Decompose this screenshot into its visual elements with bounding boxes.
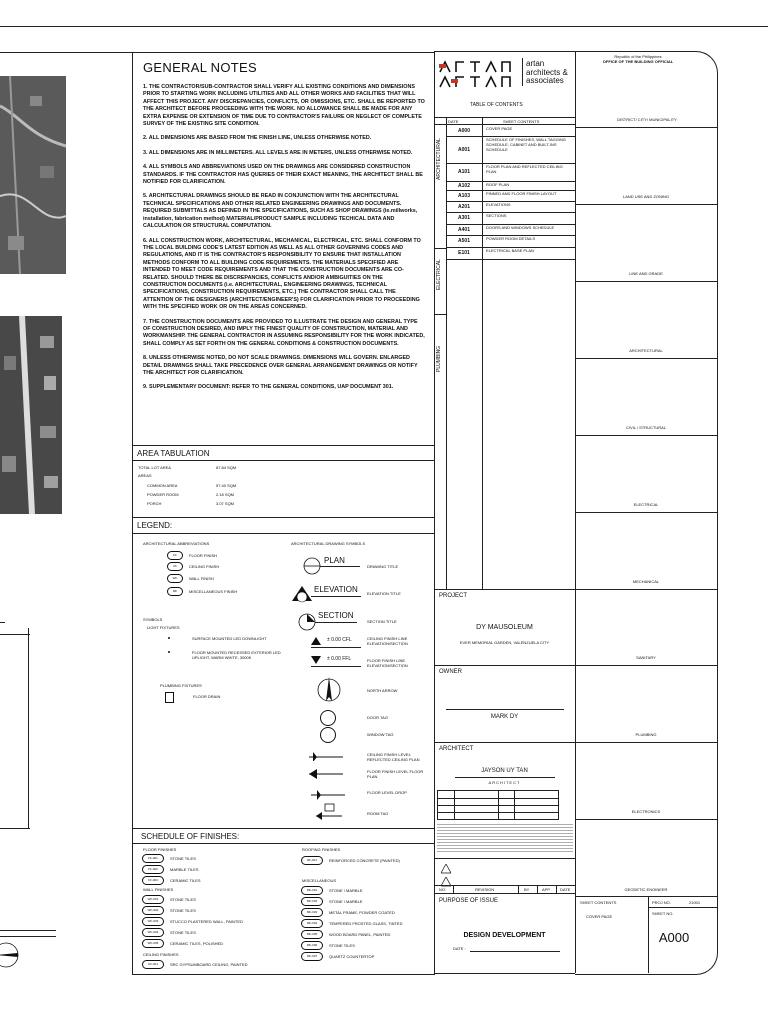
- light-label: SURFACE MOUNTED LED DOWNLIGHT: [192, 636, 267, 641]
- official-section: [575, 358, 717, 436]
- finish-row: [301, 856, 400, 865]
- finish-label: STONE TILES: [170, 908, 196, 913]
- official-section: [575, 512, 717, 590]
- architect-name: JAYSON UY TAN: [481, 768, 528, 774]
- finish-row: [301, 897, 363, 906]
- floor-drain-icon: [165, 692, 174, 703]
- note-item: 3. ALL DIMENSIONS ARE IN MILLIMETERS. ALL LEVELS ARE IN METERS, UNLESS OTHERWISE NOTED.: [143, 149, 413, 156]
- disc-plumbing: PLUMBING: [436, 345, 442, 372]
- finish-code: FF-002: [142, 865, 164, 874]
- official-section-label: PLUMBING: [635, 732, 657, 737]
- schedule-title: SCHEDULE OF FINISHES:: [141, 832, 240, 841]
- drawing-symbol-label: WINDOW TAG: [367, 732, 394, 737]
- finish-row: [142, 854, 196, 863]
- drawing-symbol-label: FLOOR FINISH LINE ELEVATION/SECTION: [367, 658, 408, 668]
- finish-label: QUARTZ COUNTERTOP: [329, 954, 375, 959]
- toc-code: A501: [458, 238, 470, 244]
- republic-text: Republic of the Philippines: [614, 54, 662, 59]
- finish-label: METAL FRAME, POWDER COATED: [329, 910, 395, 915]
- finish-label: STONE TILES: [170, 856, 196, 861]
- finish-row: [142, 906, 196, 915]
- proj-no-label: PROJ NO.: [652, 900, 671, 905]
- official-section-label: ELECTRONICS: [631, 809, 661, 814]
- plumbing-label: FLOOR DRAIN: [193, 694, 221, 699]
- toc-code: A001: [458, 146, 470, 153]
- area-label: COMMON AREA: [147, 483, 178, 488]
- floor-level-drop-symbol: [311, 787, 351, 797]
- area-label: POWDER ROOM: [147, 492, 179, 497]
- owner-name: MARK DY: [490, 714, 519, 720]
- rev-header: DATE: [560, 887, 571, 892]
- elevation-title-symbol: [291, 585, 366, 607]
- toc-row: [446, 136, 575, 164]
- official-section: [575, 128, 717, 205]
- general-notes-title: GENERAL NOTES: [143, 60, 257, 75]
- toc-desc: SECTIONS: [486, 213, 507, 218]
- wall-finishes-title: WALL FINISHES: [143, 887, 174, 892]
- abbr-code: CF: [167, 562, 183, 571]
- finish-label: SRC GYPSUMBOARD CEILING, PAINTED: [170, 962, 248, 967]
- general-notes-list: [143, 84, 425, 399]
- aerial-photo-top: [0, 76, 66, 274]
- floor-finishes-title: FLOOR FINISHES: [143, 847, 177, 852]
- legend-abbr-row: [167, 562, 219, 571]
- owner-label: OWNER: [439, 669, 462, 675]
- area-row: [147, 492, 307, 497]
- abbr-label: WALL FINISH: [189, 576, 214, 581]
- area-label: PORCH: [147, 501, 162, 506]
- toc-desc: SCHEDULE OF FINISHES, WALL TAGGING SCHEDULE, CABINET AND BUILT-INS SCHEDULE: [486, 137, 567, 152]
- finish-row: [301, 886, 363, 895]
- note-item: 1. THE CONTRACTOR/SUB-CONTRACTOR SHALL VERIFY ALL EXISTING CONDITIONS AND DIMENSIONS PRIOR TO STARTING WORK INCLUDING UTILITIES AND ALL OTHER WORKS AND FACILITIES THAT WILL AFFECT THIS PROJECT. ANY DISCREPANCIES, CONFLICTS, OR OMISSIONS, ETC. SHALL BE REPORTED TO THE ARCHITECT BEFORE PROCEEDING WITH THE WORK. NO ALLOWANCE SHALL BE MADE FOR ANY EXTRA EXPENSE OR EXTENSION OF TIME DUE TO CONTRACTOR'S FAILURE OR NEGLECT OF COMPLETE SURVEY OF THE EXISTING SITE CONDITION.: [143, 84, 425, 128]
- note-item: 9. SUPPLEMENTARY DOCUMENT: REFER TO THE GENERAL CONDITIONS, UAP DOCUMENT 301.: [143, 384, 394, 391]
- finish-label: STUCCO PLASTERED WALL, PAINTED: [170, 919, 243, 924]
- north-arrow-icon: [317, 675, 341, 705]
- toc-desc: ELEVATIONS: [486, 202, 511, 207]
- plan-title-symbol: [303, 556, 365, 576]
- finish-label: REINFORCED CONCRETE (PAINTED): [329, 858, 400, 863]
- finish-code: MF-007: [301, 952, 323, 961]
- area-label: AREAS: [138, 473, 152, 478]
- misc-finishes-title: MISCELLANEOUS: [302, 878, 337, 883]
- firm-logo: [438, 60, 522, 90]
- disclaimer-text: [437, 822, 573, 854]
- drawing-symbol-label: CEILING FINISH LEVEL REFLECTED CEILING PLAN: [367, 752, 420, 762]
- north-arrow-icon: [0, 940, 22, 970]
- firm-name: [526, 60, 568, 86]
- rev-header: REVISION: [475, 887, 495, 892]
- firm-name-line: associates: [526, 76, 564, 85]
- sheet-contents-label: SHEET CONTENTS: [580, 900, 617, 905]
- finish-code: MF-005: [301, 930, 323, 939]
- toc-desc: POWDER ROOM DETAILS: [486, 236, 536, 241]
- area-value: 3.07 SQM: [216, 501, 235, 506]
- sheet-no-label: SHEET NO.: [652, 911, 674, 916]
- finish-code: FF-001: [142, 854, 164, 863]
- firm-logo-accent: [439, 64, 446, 68]
- drawing-symbol-label: SECTION TITLE: [367, 619, 397, 624]
- ceiling-finishes-title: CEILING FINISHES: [143, 952, 179, 957]
- aerial-photo-bottom: [0, 316, 62, 514]
- abbr-label: MISCELLANEOUS FINISH: [189, 589, 238, 594]
- project-name: DY MAUSOLEUM: [476, 624, 533, 631]
- area-row: [138, 473, 298, 478]
- purpose-value: DESIGN DEVELOPMENT: [463, 932, 546, 939]
- finish-code: WF-004: [142, 928, 164, 937]
- finish-label: STONE TILES: [170, 930, 196, 935]
- firm-name-line: artan: [526, 59, 545, 68]
- area-row: [138, 465, 298, 470]
- note-item: 5. ARCHITECTURAL DRAWINGS SHOULD BE READ IN CONJUNCTION WITH THE ARCHITECTURAL TECHNICAL SPECIFICATIONS AND OTHER RELATED ENGINEERING DRAWINGS AND DOCUMENTS. REQUIRED SUBMITTALS AS DEFINED IN THE SPECIFICATIONS, SUCH AS SHOP DRAWINGS (ie.millworks, installation, fabrication method) MATERIAL/PRODUCT SAMPLE INCLUDING TECHICAL DATA AND CALCULATION OR STRUCTURAL COMPUTATION.: [143, 193, 418, 230]
- uplight-icon: [168, 651, 170, 653]
- official-section: [575, 589, 717, 666]
- ceiling-level-rcp-symbol: [309, 748, 349, 760]
- light-label: FLOOR MOUNTED RECESSED EXTERIOR LED UPLIGHT, WARM WHITE, 3000K: [192, 650, 281, 660]
- finish-code: MF-004: [301, 919, 323, 928]
- toc-code: A401: [458, 226, 470, 233]
- toc-row: [446, 247, 575, 260]
- project-label: PROJECT: [439, 593, 468, 599]
- abbr-title: ARCHITECTURAL ABBREVIATIONS: [143, 541, 210, 546]
- finish-label: STONE TILES: [329, 943, 355, 948]
- legend-abbr-row: [167, 574, 214, 583]
- drawing-symbol-label: CEILING FINISH LINE ELEVATION/SECTION: [367, 636, 408, 646]
- firm-name-line: architects &: [526, 67, 568, 77]
- finish-label: STONE / MARBLE: [329, 888, 363, 893]
- toc-col-date: DATE: [448, 119, 459, 124]
- official-section-label: GEODETIC ENGINEER: [624, 887, 668, 892]
- drawing-symbol-label: ROOM TAG: [367, 811, 389, 816]
- legend-title: LEGEND:: [137, 521, 173, 530]
- room-tag-symbol: [316, 802, 346, 822]
- area-label: TOTAL LOT AREA: [138, 465, 171, 470]
- finish-row: [142, 928, 196, 937]
- toc-desc: DOORS AND WINDOWS SCHEDULE: [486, 225, 555, 230]
- finish-row: [142, 960, 248, 969]
- date-label: DATE :: [453, 946, 466, 951]
- sheet-no-value: A000: [658, 930, 690, 945]
- official-section: [575, 281, 717, 359]
- finish-code: MF-006: [301, 941, 323, 950]
- area-tabulation-title: AREA TABULATION: [137, 449, 210, 458]
- finish-row: [142, 939, 223, 948]
- symbols-title: SYMBOLS: [143, 617, 163, 622]
- finish-row: [142, 917, 243, 926]
- toc-code: A102: [458, 182, 470, 189]
- note-item: 6. ALL CONSTRUCTION WORK, ARCHITECTURAL, MECHANICAL, ELECTRICAL, ETC. SHALL CONFORM TO THE LOCAL BUILDING CODE'S LATEST EDITION AS WELL AS ALL OTHER GOVERNING CODES AND REGULATIONS, AND IT IS THE CONTRACTOR'S RESPONSIBILITY TO ENSURE THAT INSTALLATION METHODS CONFORM TO ALL BUILDING CODE REQUIREMENTS. THE MATERIALS SPECIFIED ARE INTENDED TO MEET CODE REQUIREMENTS AND THAT THE CONSTRUCTION DOCUMENTS ARE CO-RELATED. SHOULD THERE BE DISCREPANCIES, CONFLICTS AND/OR AMBIGUITIES ON THE CONSTRUCTION DOCUMENTS (i.e. ARCHITECTURAL, ENGINEERING DRAWINGS, TECHNICAL SPECIFICATIONS, CONSTRUCTION REQUIREMENTS, ETC.) THE CONTRACTOR SHALL CALL THE ATTENTION OF THE DESIGNERS (ARCHITECT/ENGINEER'S) FOR CLARIFICATION PRIOR TO PROCEEDING WITH THE SPECIFIED WORK OR ON THE AREAS CONCERNED.: [143, 237, 421, 311]
- finish-row: [301, 930, 390, 939]
- toc-code: A000: [458, 127, 470, 134]
- disc-electrical: ELECTRICAL: [436, 259, 442, 290]
- ffl-label: ± 0.00 FFL: [327, 656, 352, 662]
- disc-architectural: ARCHITECTURAL: [436, 138, 442, 180]
- architect-role: ARCHITECT: [488, 780, 521, 785]
- rev-header: APP: [542, 887, 551, 892]
- ceiling-level-symbol: [311, 636, 361, 650]
- finish-label: TEMPERED FROSTED GLASS, TINTED: [329, 921, 403, 926]
- plan-label: PLAN: [324, 556, 345, 565]
- official-section: [575, 819, 717, 897]
- official-section-label: LAND USE AND ZONING: [622, 194, 669, 199]
- toc-row: [446, 163, 575, 182]
- toc-col-sheet: SHEET CONTENTS: [503, 119, 540, 124]
- official-section-label: MECHANICAL: [632, 579, 660, 584]
- official-section: [575, 435, 717, 513]
- official-section-label: ARCHITECTURAL: [629, 348, 663, 353]
- note-item: 2. ALL DIMENSIONS ARE BASED FROM THE FINISH LINE, UNLESS OTHERWISE NOTED.: [143, 135, 372, 142]
- abbr-label: FLOOR FINISH: [189, 553, 218, 558]
- finish-label: STONE TILES: [170, 897, 196, 902]
- section-label: SECTION: [318, 611, 354, 620]
- architect-label: ARCHITECT: [439, 746, 474, 752]
- finish-code: RF-001: [301, 856, 323, 865]
- license-grid: [437, 790, 559, 820]
- abbr-code: FF: [167, 551, 183, 560]
- finish-code: WF-005: [142, 939, 164, 948]
- finish-code: MF-001: [301, 886, 323, 895]
- official-section-label: LINE AND GRADE: [629, 271, 663, 276]
- note-item: 7. THE CONSTRUCTION DOCUMENTS ARE PROVIDED TO ILLUSTRATE THE DESIGN AND GENERAL TYPE OF CONSTRUCTION DESIRED, AND IMPLY THE FINEST QUALITY OF CONSTRUCTION, MATERIAL AND WORKMANSHIP. THE GENERAL CONTRACTOR IN ASSUMING RESPONSIBILITY FOR THE WORK INDICATED, SHALL COMPLY AS SET FORTH ON THE GENERAL CONDITIONS & CONSTRUCTION DOCUMENTS.: [143, 318, 425, 347]
- finish-code: WF-003: [142, 917, 164, 926]
- area-row: [147, 501, 307, 506]
- drawing-symbol-label: FLOOR FINISH LEVEL FLOOR PLAN: [367, 769, 424, 779]
- drawing-symbol-label: FLOOR LEVEL DROP: [367, 790, 407, 795]
- floor-level-symbol: [311, 655, 361, 669]
- official-section: [575, 742, 717, 820]
- firm-logo-accent: [451, 79, 458, 83]
- area-value: 2.18 SQM: [216, 492, 235, 497]
- toc-code: A103: [458, 192, 470, 199]
- sheet-contents-value: COVER PAGE: [586, 914, 613, 919]
- door-tag-icon: [320, 710, 336, 726]
- finish-row: [142, 895, 196, 904]
- downlight-icon: [168, 637, 170, 639]
- cfl-label: ± 0.00 CFL: [327, 637, 352, 643]
- revision-warning-icon: [441, 861, 451, 871]
- finish-code: MF-003: [301, 908, 323, 917]
- toc-code: A201: [458, 203, 470, 210]
- district-text: DISTRICT/ CITY/ MUNICIPALITY: [617, 117, 677, 122]
- finish-row: [301, 908, 395, 917]
- official-section-label: CIVIL / STRUCTURAL: [625, 425, 667, 430]
- floor-level-fp-symbol: [309, 767, 349, 779]
- legend-abbr-row: [167, 551, 217, 560]
- abbr-label: CEILING FINISH: [189, 564, 220, 569]
- rev-header: NO.: [439, 887, 447, 892]
- finish-row: [142, 865, 199, 874]
- finish-code: FF-003: [142, 876, 164, 885]
- toc-desc: ROOF PLAN: [486, 182, 510, 187]
- drawing-symbols-title: ARCHITECTURAL DRAWING SYMBOLS: [291, 541, 366, 546]
- official-section: [575, 665, 717, 743]
- finish-label: CERAMIC TILES: [170, 878, 201, 883]
- window-tag-icon: [320, 727, 336, 743]
- plumbing-fixtures-title: PLUMBING FIXTURES: [160, 683, 202, 688]
- toc-desc: FLOOR PLAN AND REFLECTED CEILING PLAN: [486, 164, 563, 174]
- toc-title: TABLE OF CONTENTS: [470, 102, 523, 108]
- toc-code: A101: [458, 169, 470, 175]
- toc-code: E101: [458, 250, 470, 256]
- finish-row: [301, 941, 355, 950]
- finish-row: [301, 919, 403, 928]
- finish-row: [142, 876, 201, 885]
- official-section-label: ELECTRICAL: [633, 502, 659, 507]
- rev-header: BY: [524, 887, 530, 892]
- drawing-symbol-label: DRAWING TITLE: [367, 564, 399, 569]
- note-item: 4. ALL SYMBOLS AND ABBREVIATIONS USED ON THE DRAWINGS ARE CONSIDERED CONSTRUCTION STANDARDS. IF THE CONTRACTOR HAS QUERIES OF THEIR EXACT MEANING, THE ARCHITECT SHALL BE NOTIFIED FOR CLARIFICATION.: [143, 164, 423, 186]
- area-value: 87.84 SQM: [216, 465, 237, 470]
- finish-code: WF-001: [142, 895, 164, 904]
- finish-label: STONE / MARBLE: [329, 899, 363, 904]
- drawing-symbol-label: NORTH ARROW: [367, 688, 398, 693]
- official-section-label: SANITARY: [636, 655, 656, 660]
- purpose-label: PURPOSE OF ISSUE: [439, 898, 499, 904]
- finish-code: MF-002: [301, 897, 323, 906]
- finish-label: CERAMIC TILES, POLISHED: [170, 941, 224, 946]
- finish-label: WOOD BOARD PANEL, PAINTED: [329, 932, 391, 937]
- abbr-code: MF: [167, 587, 183, 596]
- note-item: 8. UNLESS OTHERWISE NOTED, DO NOT SCALE DRAWINGS. DIMENSIONS WILL GOVERN. ENLARGED DETAIL DRAWINGS SHALL TAKE PRECEDENCE OVER GENERAL ARRANGEMENT DRAWINGS OR NOTIFY THE ARCHITECT FOR CLARIFICATION.: [143, 355, 418, 376]
- revision-warning-icon: [441, 874, 451, 884]
- project-address: EVER MEMORIAL GARDEN, VALENZUELA CITY: [459, 640, 550, 645]
- office-text: OFFICE OF THE BUILDING OFFICIAL: [602, 59, 674, 64]
- area-value: 57.40 SQM: [216, 483, 237, 488]
- toc-code: A301: [458, 215, 470, 221]
- area-row: [147, 483, 307, 488]
- drawing-symbol-label: DOOR TAG: [367, 715, 388, 720]
- toc-desc: PINNED AND FLOOR FINISH LAYOUT: [486, 191, 557, 196]
- legend-abbr-row: [167, 587, 237, 596]
- section-title-symbol: [296, 611, 362, 633]
- finish-code: WF-002: [142, 906, 164, 915]
- light-fixtures-title: LIGHT FIXTURES: [147, 625, 180, 630]
- toc-desc: ELECTRICAL BASE PLAN: [486, 248, 534, 253]
- proj-no-value: 21001: [689, 900, 701, 905]
- finish-label: MARBLE TILES: [170, 867, 199, 872]
- roofing-finishes-title: ROOFING FINISHES: [302, 847, 341, 852]
- drawing-symbol-label: ELEVATION TITLE: [367, 591, 401, 596]
- toc-desc: COVER PAGE: [486, 126, 513, 131]
- official-section: [575, 204, 717, 282]
- elevation-label: ELEVATION: [314, 585, 358, 594]
- abbr-code: WF: [167, 574, 183, 583]
- finish-code: CF-001: [142, 960, 164, 969]
- finish-row: [301, 952, 374, 961]
